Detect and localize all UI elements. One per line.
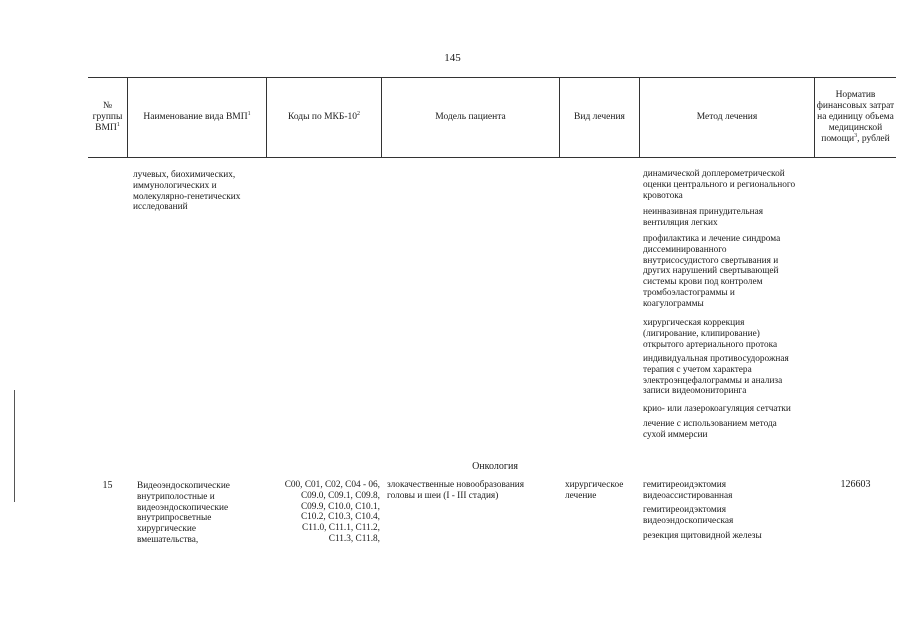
header-icd-codes: Коды по МКБ-$10^2$ <box>287 110 361 122</box>
continuation-vmp-name: лучевых, биохимических, иммунологических и молекулярно-генетических исследований <box>133 170 241 213</box>
row15-method-item: гемитиреоидэктомия видеоассистированная <box>643 480 733 501</box>
header-patient-model: Модель пациента <box>435 111 506 122</box>
page-number: 145 <box>444 52 461 64</box>
method-item: лечение с использованием метода сухой иммерсии <box>643 419 777 440</box>
row15-cost: 126603 <box>840 479 871 490</box>
row15-method-item: гемитиреоидэктомия видеоэндоскопическая <box>643 505 734 526</box>
method-item: профилактика и лечение синдрома диссеминированного внутрисосудистого свертывания и других нарушений свертывающей системы крови под контролем тромбоэластограммы и коагулограммы <box>643 234 781 309</box>
method-item: крио- или лазерокоагуляция сетчатки <box>643 404 791 414</box>
method-item: неинвазивная принудительная вентиляция легких <box>643 207 763 228</box>
row15-method-item: резекция щитовидной железы <box>643 531 762 541</box>
method-item: динамической доплерометрической оценки центрального и регионального кровотока <box>643 169 796 201</box>
method-item: индивидуальная противосудорожная терапия с учетом характера электроэнцефалограммы и анализа записи видеомониторинга <box>643 354 789 397</box>
row15-patient-model: злокачественные новообразования головы и шеи (I - III стадия) <box>387 480 525 501</box>
header-bottom-border <box>88 157 896 158</box>
header-vmp-name: Наименование вида ВМП$^1$ <box>143 110 251 122</box>
header-treatment-method: Метод лечения <box>696 111 758 122</box>
header-group-number: № группы ВМП$^1$ <box>92 100 123 133</box>
row15-treatment-type: хирургическое лечение <box>565 480 624 501</box>
section-title: Онкология <box>472 461 518 472</box>
row15-group-number: 15 <box>102 480 113 491</box>
header-cost-standard: Норматив финансовых затрат на единицу объема медицинской помощи$^3$, рублей <box>816 89 895 144</box>
header-treatment-type: Вид лечения <box>574 111 625 122</box>
row15-icd-codes: C00, C01, C02, C04 - 06, C09.0, C09.1, C09.8, C09.9, C10.0, C10.1, C10.2, C10.3, C10.4, C11.0, C11.1, C11.2, C11.3, C11.8, <box>284 480 380 544</box>
row15-vmp-name: Видеоэндоскопические внутриполостные и видеоэндоскопические внутрипросветные хирургические вмешательства, <box>137 481 230 545</box>
method-item: хирургическая коррекция (лигирование, клипирование) открытого артериального протока <box>643 318 778 350</box>
scan-margin-mark <box>14 390 15 502</box>
